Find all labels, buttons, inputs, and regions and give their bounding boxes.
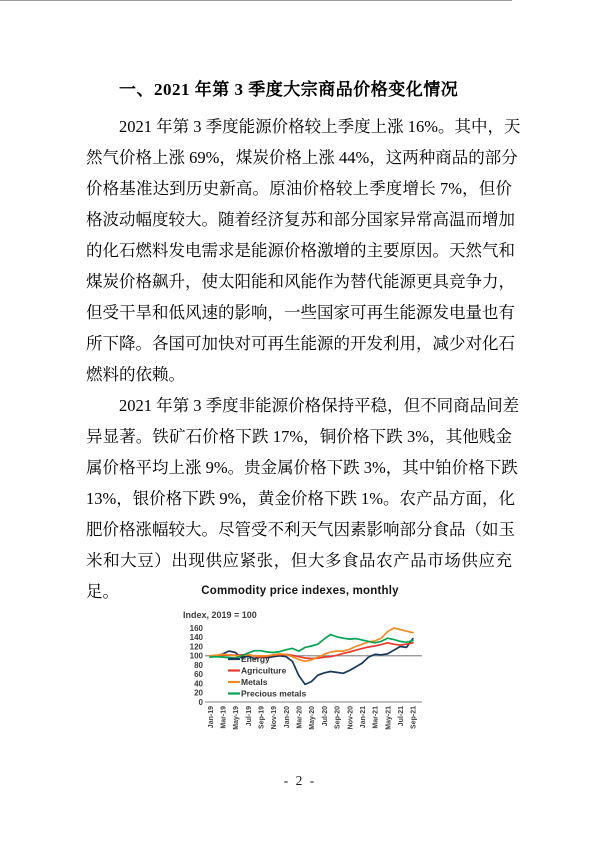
y-axis-label: 60 [194,670,203,680]
legend-label: Energy [241,653,270,664]
y-axis-label: 120 [189,642,203,652]
x-axis-label: Sep-21 [410,706,418,729]
y-axis-label: 100 [189,651,203,661]
x-axis-label: Sep-19 [258,706,266,729]
x-axis-label: Nov-20 [347,706,355,730]
x-axis-label: Nov-19 [271,706,279,730]
paragraph-line: 13%，银价格下跌 9%，黄金价格下跌 1%。农产品方面，化 [86,489,515,508]
chart-svg [170,622,430,750]
y-axis-label: 20 [194,688,203,698]
paragraph-line: 2021 年第 3 季度能源价格较上季度上涨 16%。其中，天 [119,117,521,136]
y-axis-label: 160 [189,623,203,633]
paragraph-line: 的化石燃料发电需求是能源价格激增的主要原因。天然气和 [86,241,515,260]
y-axis-label: 0 [198,697,203,707]
x-axis-label: May-20 [309,706,317,730]
chart-title: Commodity price indexes, monthly [201,585,399,597]
x-axis-label: Jul-19 [245,706,253,727]
x-axis-label: Jan-21 [359,706,367,729]
legend-label: Precious metals [241,688,307,699]
paragraph-line: 价格基准达到历史新高。原油价格较上季度增长 7%，但价 [86,179,512,198]
paragraph-line: 所下降。各国可加快对可再生能源的开发利用，减少对化石 [86,334,515,353]
paragraph-line: 米和大豆）出现供应紧张，但大多食品农产品市场供应充足。 [86,551,512,601]
x-axis-label: Mar-21 [372,706,380,729]
x-axis-label: Mar-19 [220,706,228,729]
x-axis-label: Jan-20 [283,706,291,729]
paragraph-line: 肥价格涨幅较大。尽管受不利天气因素影响部分食品（如玉 [86,520,515,539]
paragraph-line: 属价格平均上涨 9%。贵金属价格下跌 3%，其中铂价格下跌 [86,458,518,477]
x-axis-label: Jul-20 [321,706,329,727]
legend-label: Agriculture [241,665,287,676]
section-heading: 一、2021 年第 3 季度大宗商品价格变化情况 [119,80,459,99]
x-axis-label: Jul-21 [398,706,405,727]
paragraph-line: 然气价格上涨 69%，煤炭价格上涨 44%，这两种商品的部分 [86,148,518,167]
x-axis-label: May-21 [385,706,393,730]
paragraph-line: 异显著。铁矿石价格下跌 17%，铜价格下跌 3%，其他贱金 [86,427,512,446]
x-axis-label: Mar-20 [296,706,304,729]
x-axis-label: Sep-20 [334,706,342,729]
page-number: - 2 - [283,773,317,788]
x-axis-label: Jan-19 [207,706,215,729]
paragraph-line: 煤炭价格飙升，使太阳能和风能作为替代能源更具竞争力， [86,272,515,291]
y-axis-label: 80 [194,660,203,670]
y-axis-label: 140 [189,633,203,643]
scan-edge-line [0,0,512,1]
paragraph-line: 格波动幅度较大。随着经济复苏和部分国家异常高温而增加 [86,210,515,229]
paragraph-line: 燃料的依赖。 [86,365,185,384]
commodity-chart [170,585,430,755]
paragraph-line: 2021 年第 3 季度非能源价格保持平稳，但不同商品间差 [119,396,520,415]
legend-label: Metals [241,676,268,687]
y-axis-label: 40 [194,679,203,689]
x-axis-label: May-19 [233,706,241,730]
paragraph-line: 但受干旱和低风速的影响，一些国家可再生能源发电量也有 [86,303,515,322]
chart-subtitle: Index, 2019 = 100 [183,610,257,620]
